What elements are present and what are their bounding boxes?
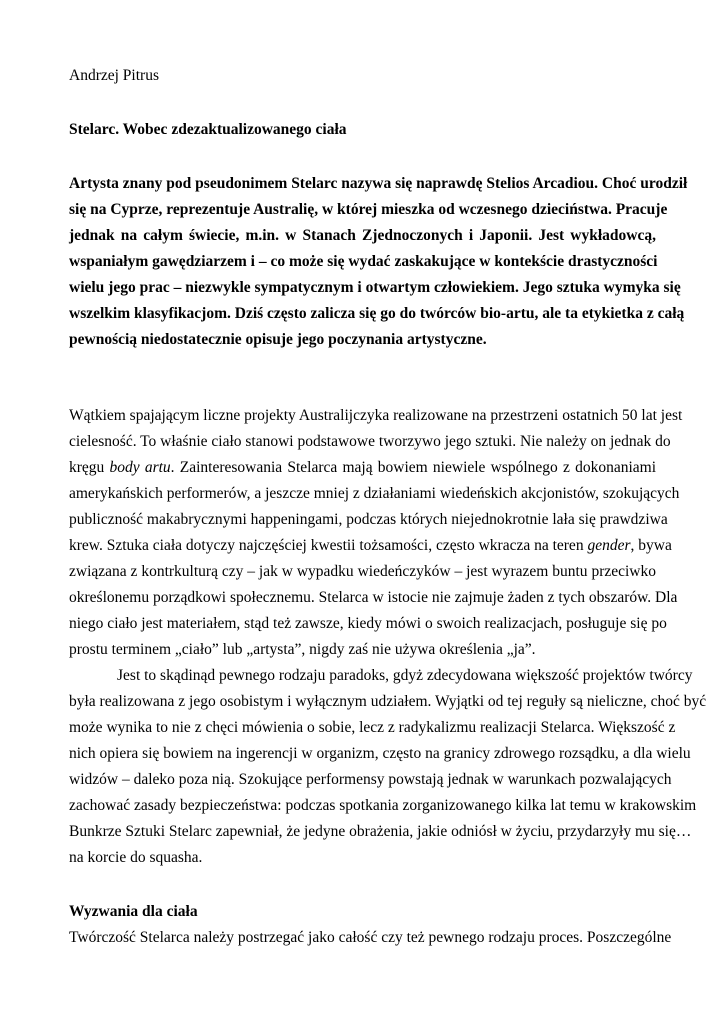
lead-line: wspaniałym gawędziarzem i – co może się wydać zaskakujące w kontekście drastyczności xyxy=(69,253,658,270)
text-run: , bywa xyxy=(630,537,672,554)
author-name: Andrzej Pitrus xyxy=(69,67,159,84)
body-line xyxy=(69,536,672,556)
lead-line: się na Cyprze, reprezentuje Australię, w której mieszka od wczesnego dzieciństwa. Pracuje xyxy=(69,201,668,218)
body-line: Jest to skądinąd pewnego rodzaju paradoks, gdyż zdecydowana większość projektów twórcy xyxy=(117,667,693,684)
body-line: określonemu porządkowi społecznemu. Stelarca w istocie nie zajmuje żaden z tych obszarów. Dla xyxy=(69,589,678,606)
body-line: Wątkiem spajającym liczne projekty Australijczyka realizowane na przestrzeni ostatnich 50 lat jest xyxy=(69,407,683,424)
text-run: . Zainteresowania Stelarca mają bowiem niewiele wspólnego z dokonaniami xyxy=(170,459,656,476)
body-line: widzów – daleko poza nią. Szokujące performensy powstają jednak w warunkach pozwalających xyxy=(69,771,672,788)
body-line: amerykańskich performerów, a jeszcze mniej z działaniami wiedeńskich akcjonistów, szokujących xyxy=(69,485,680,502)
lead-line: wielu jego prac – niezwykle sympatycznym i otwartym człowiekiem. Jego sztuka wymyka się xyxy=(69,279,681,296)
body-line: na korcie do squasha. xyxy=(69,849,203,866)
lead-line: jednak na całym świecie, m.in. w Stanach Zjednoczonych i Japonii. Jest wykładowcą, xyxy=(69,227,656,244)
lead-line: Artysta znany pod pseudonimem Stelarc nazywa się naprawdę Stelios Arcadiou. Choć urodził xyxy=(69,175,688,192)
body-line: nich opiera się bowiem na ingerencji w organizm, często na granicy zdrowego rozsądku, a dla wielu xyxy=(69,745,691,762)
text-run: krew. Sztuka ciała dotyczy najczęściej kwestii tożsamości, często wkracza na teren xyxy=(69,537,588,554)
section-heading: Wyzwania dla ciała xyxy=(69,903,198,920)
italic-term: body artu xyxy=(109,459,171,476)
lead-line: pewnością niedostatecznie opisuje jego poczynania artystyczne. xyxy=(69,331,487,348)
body-line: prostu terminem „ciało” lub „artysta”, nigdy zaś nie używa określenia „ja”. xyxy=(69,641,536,658)
body-line: Twórczość Stelarca należy postrzegać jako całość czy też pewnego rodzaju proces. Poszczególne xyxy=(69,929,672,946)
body-line xyxy=(69,458,656,478)
body-line: cielesność. To właśnie ciało stanowi podstawowe tworzywo jego sztuki. Nie należy on jednak do xyxy=(69,433,671,450)
body-line: może wynika to nie z chęci mówienia o sobie, lecz z radykalizmu realizacji Stelarca. Większość z xyxy=(69,719,676,736)
body-line: związana z kontrkulturą czy – jak w wypadku wiedeńczyków – jest wyrazem buntu przeciwko xyxy=(69,563,656,580)
text-run: kręgu xyxy=(69,459,110,476)
italic-term: gender xyxy=(587,537,631,554)
body-line: Bunkrze Sztuki Stelarc zapewniał, że jedyne obrażenia, jakie odniósł w życiu, przydarzyły mu się… xyxy=(69,823,692,840)
body-line: publiczność makabrycznymi happeningami, podczas których niejednokrotnie lała się prawdziwa xyxy=(69,511,668,528)
body-line: niego ciało jest materiałem, stąd też zawsze, kiedy mówi o swoich realizacjach, posługuje się po xyxy=(69,615,667,632)
document-title: Stelarc. Wobec zdezaktualizowanego ciała xyxy=(69,121,347,138)
body-line: zachować zasady bezpieczeństwa: podczas spotkania zorganizowanego kilka lat temu w krakowskim xyxy=(69,797,697,814)
body-line: była realizowana z jego osobistym i wyłącznym udziałem. Wyjątki od tej reguły są nieliczne, choć być xyxy=(69,693,707,710)
lead-line: wszelkim klasyfikacjom. Dziś często zalicza się go do twórców bio-artu, ale ta etykietka z całą xyxy=(69,305,685,322)
